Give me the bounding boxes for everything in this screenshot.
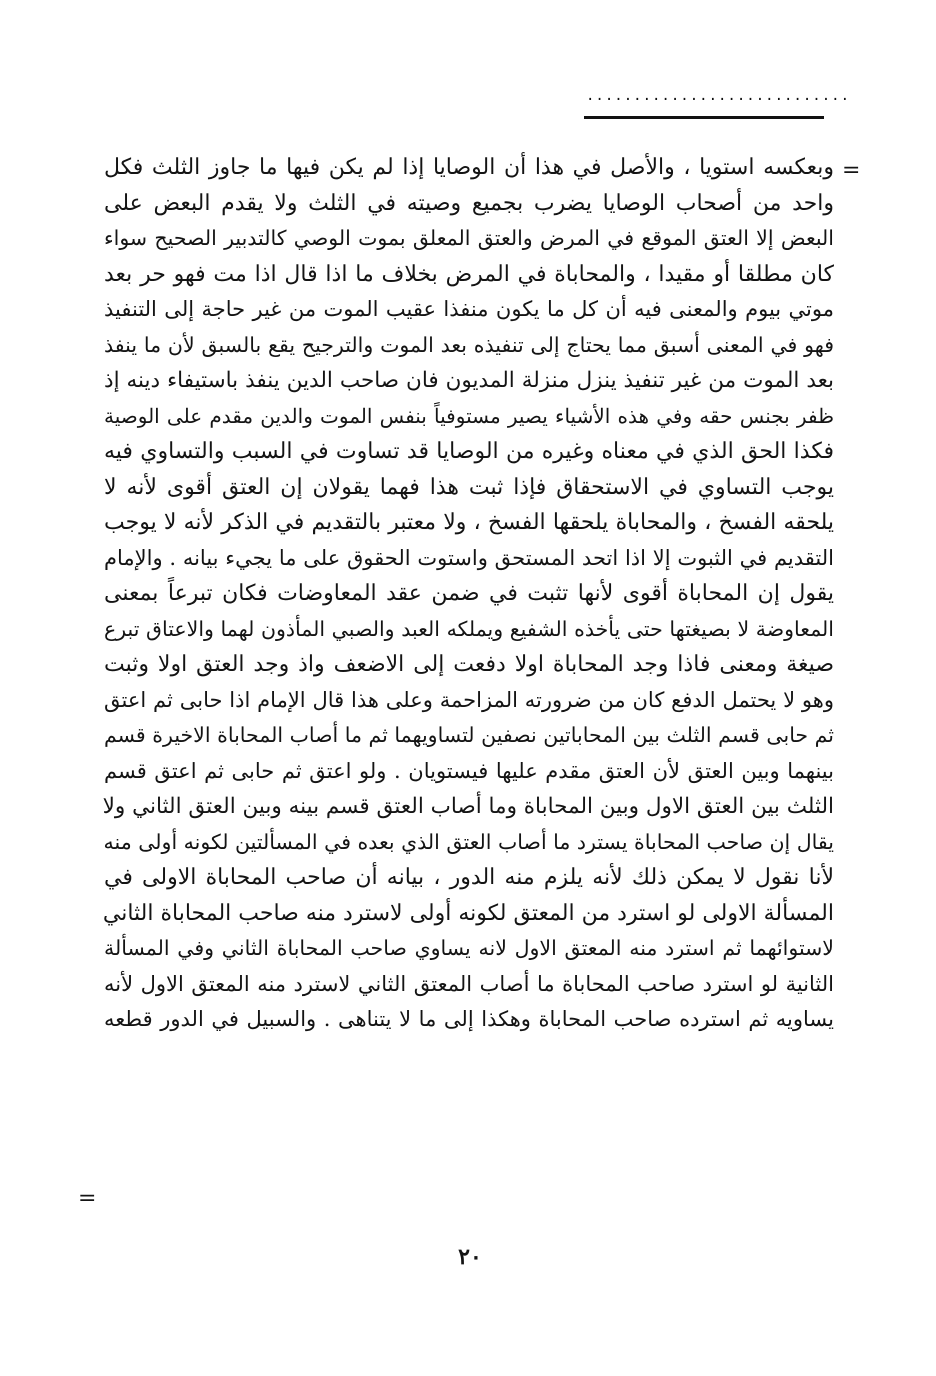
footnote-body <box>104 150 834 1038</box>
text-line-23: لاستوائهما ثم استرد منه المعتق الاول لانه يساوي صاحب المحاباة الثاني وفي المسألة <box>104 936 834 960</box>
text-line-6: فهو في المعنى أسبق مما يحتاج إلى تنفيذه بعد الموت والترجيح يقع بالسبق لأن ما ينفذ <box>104 332 834 357</box>
text-line-15: صيغة ومعنى فاذا وجد المحاباة اولا دفعت إلى الاضعف واذ وجد العتق اولا وثبت <box>104 652 834 677</box>
text-line-5: موتي بيوم والمعنى فيه أن كل ما يكون منفذا عقيب الموت من غير حاجة إلى التنفيذ <box>104 297 834 321</box>
text-line-2: واحد من أصحاب الوصايا يضرب بجميع وصيته في الثلث ولا يقدم البعض على <box>104 190 834 216</box>
text-line-25: يساويه ثم استرده صاحب المحاباة وهكذا إلى ما لا يتناهى . والسبيل في الدور قطعه <box>104 1007 834 1031</box>
footnote-separator-rule <box>584 116 824 119</box>
text-line-10: يوجب التساوي في الاستحقاق فإذا ثبت هذا فهما يقولان إن العتق أقوى لأنه لا <box>104 474 834 500</box>
text-line-13: يقول إن المحاباة أقوى لأنها تثبت في ضمن عقد المعاوضات فكان تبرعاً بمعنى <box>104 581 834 606</box>
text-line-22: المسألة الاولى لو استرد من المعتق لكونه أولى لاسترد منه صاحب المحاباة الثاني <box>102 900 834 926</box>
text-line-19: الثلث بين العتق الاول وبين المحاباة وما أصاب العتق قسم بينه وبين العتق الثاني ولا <box>102 794 834 819</box>
text-line-14: المعاوضة لا بصيغتها حتى يأخذه الشفيع ويملكه العبد والصبي المأذون لهما والاعتاق تبرع <box>104 616 834 641</box>
text-line-17: ثم حابى قسم الثلث بين المحاباتين نصفين لتساويهما ثم ما أصاب المحاباة الاخيرة قسم <box>104 723 834 747</box>
text-line-18: بينهما وبين العتق لأن العتق مقدم عليها فيستويان . ولو اعتق ثم حابى ثم اعتق قسم <box>104 758 834 783</box>
continuation-mark-end: = <box>78 1186 97 1211</box>
text-line-24: الثانية لو استرد صاحب المحاباة ما أصاب المعتق الثاني لاسترد منه المعتق الاول لأنه <box>104 971 834 996</box>
text-line-8: ظفر بجنس حقه وفي هذه الأشياء يصير مستوفياً بنفس الموت والدين مقدم على الوصية <box>104 403 834 428</box>
text-line-1: وبعكسه استويا ، والأصل في هذا أن الوصايا إذا لم يكن فيها ما جاوز الثلث فكل <box>104 155 834 180</box>
text-line-11: يلحقه الفسخ ، والمحاباة يلحقها الفسخ ، ولا معتبر بالتقديم في الذكر لأنه لا يوجب <box>104 510 834 535</box>
continuation-mark-start: = <box>842 158 861 183</box>
text-line-16: وهو لا يحتمل الدفع كان من ضرورته المزاحمة وعلى هذا قال الإمام اذا حابى ثم اعتق <box>104 687 835 712</box>
text-line-21: لأنا نقول لا يمكن ذلك لأنه يلزم منه الدور ، بيانه أن صاحب المحاباة الاولى في <box>104 865 834 890</box>
page-number: ٢٠ <box>458 1244 482 1270</box>
text-line-3: البعض إلا العتق الموقع في المرض والعتق المعلق بموت الوصي كالتدبير الصحيح سواء <box>104 226 834 250</box>
text-line-12: التقديم في الثبوت إلا اذا اتحد المستحق واستوت الحقوق على ما يجيء بيانه . والإمام <box>104 545 834 570</box>
text-line-9: فكذا الحق الذي في معناه وغيره من الوصايا قد تساوت في السبب والتساوي فيه <box>104 439 834 464</box>
footnote-dotted-leader: ............................ <box>586 88 851 104</box>
text-line-4: كان مطلقا أو مقيدا ، والمحاباة في المرض بخلاف ما اذا قال اذا مت فهو حر بعد <box>104 261 834 287</box>
text-line-20: يقال إن صاحب المحاباة يسترد ما أصاب العتق الذي بعده في المسألتين لكونه أولى منه <box>103 829 834 854</box>
text-line-7: بعد الموت من غير تنفيذ ينزل منزلة المديون فان صاحب الدين ينفذ باستيفاء دينه إذ <box>104 368 834 393</box>
